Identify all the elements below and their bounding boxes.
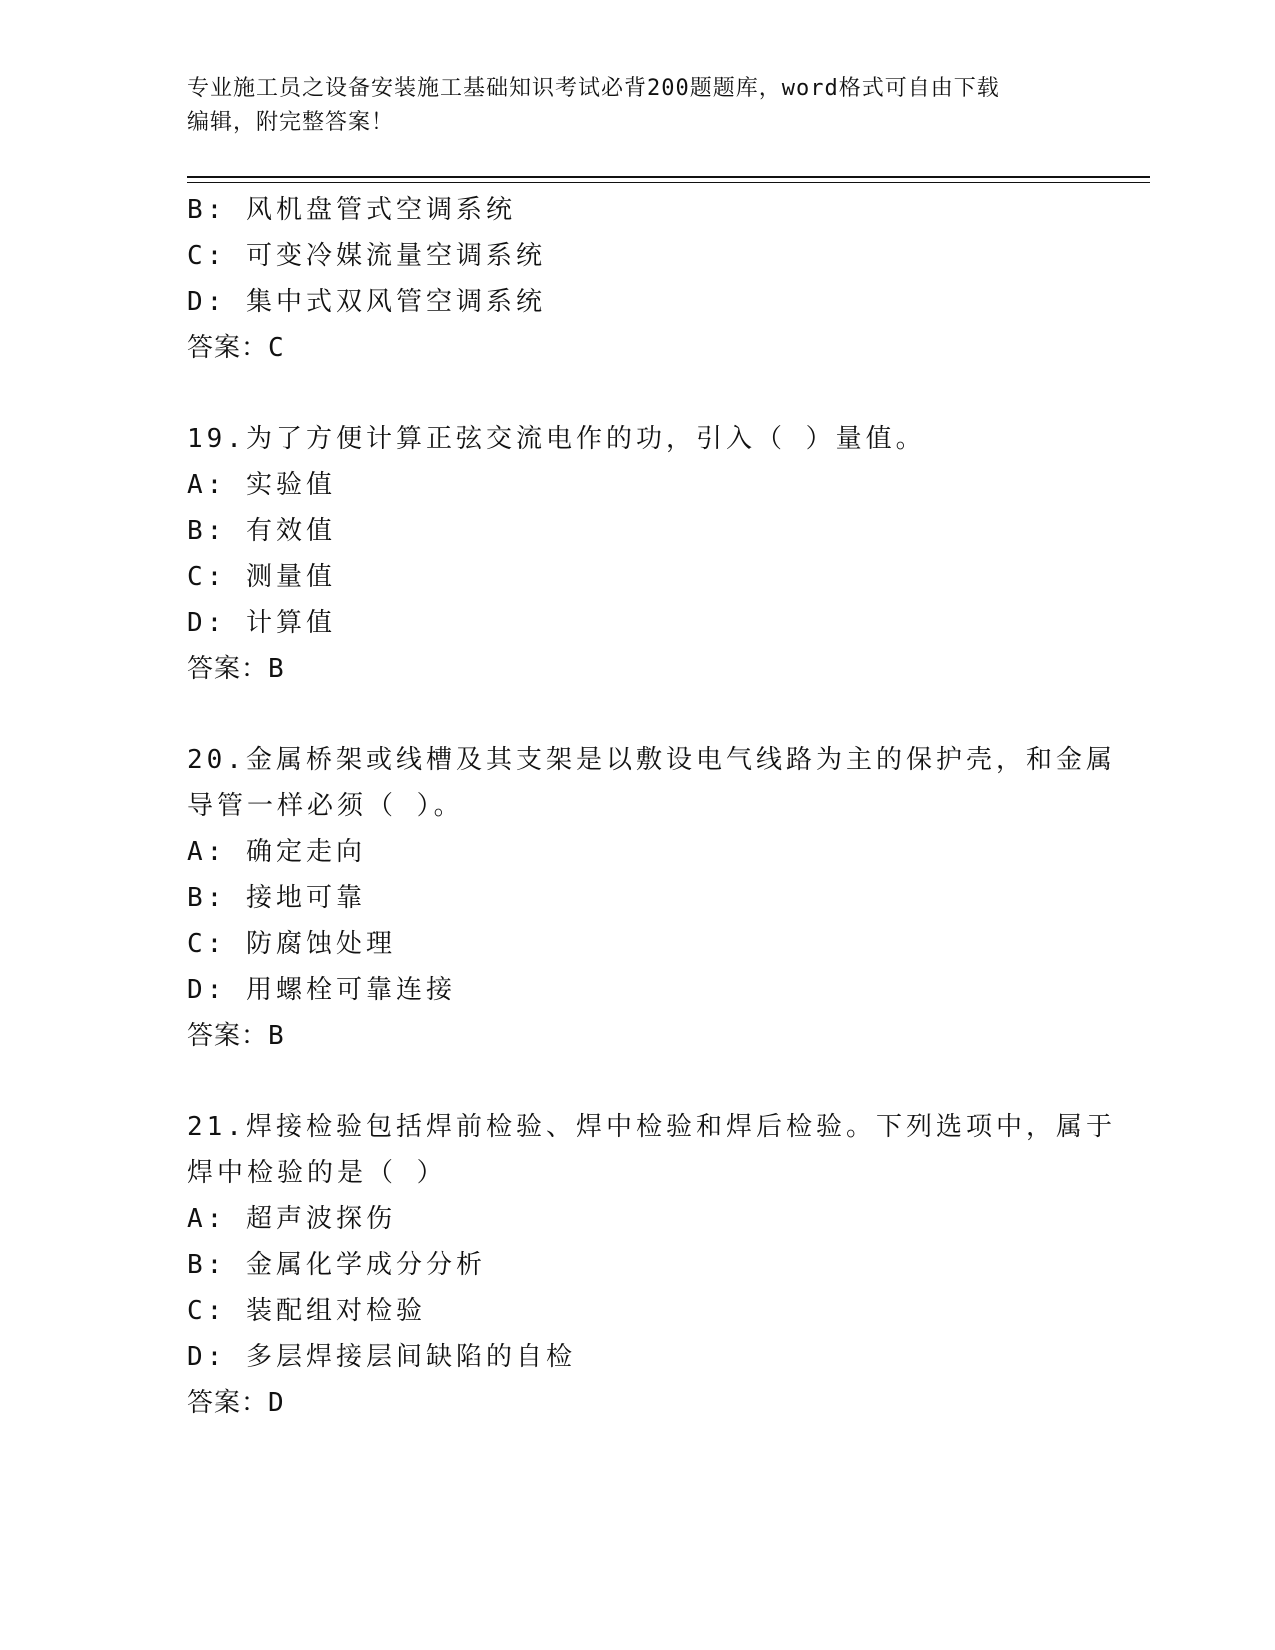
- answer-label: 答案：: [187, 1388, 269, 1418]
- option-c: C: 防腐蚀处理: [187, 929, 396, 959]
- option-d: D: 用螺栓可靠连接: [187, 975, 456, 1005]
- answer-value: C: [268, 333, 284, 363]
- answer-label: 答案：: [187, 333, 269, 363]
- answer-value: B: [268, 654, 284, 684]
- question-stem-line-1: 20.金属桥架或线槽及其支架是以敷设电气线路为主的保护壳，和金属: [187, 745, 1116, 775]
- question-18-continuation: [187, 187, 1087, 371]
- answer-line: [187, 1013, 1087, 1059]
- answer-value: D: [268, 1388, 284, 1418]
- option-b: B: 金属化学成分分析: [187, 1250, 486, 1280]
- answer-line: [187, 1380, 1087, 1426]
- option-a: A: 超声波探伤: [187, 1204, 396, 1234]
- header-title-line-1: 专业施工员之设备安装施工基础知识考试必背200题题库，word格式可自由下载: [187, 76, 1000, 101]
- question-21: [187, 1104, 1116, 1426]
- question-stem-line-2: 导管一样必须（ ）。: [187, 791, 464, 821]
- answer-line: [187, 325, 1087, 371]
- option-c: C: 装配组对检验: [187, 1296, 426, 1326]
- option-a: A: 确定走向: [187, 837, 366, 867]
- option-d: D: 多层焊接层间缺陷的自检: [187, 1342, 576, 1372]
- answer-label: 答案：: [187, 1021, 269, 1051]
- option-b: B: 接地可靠: [187, 883, 366, 913]
- option-d: D: 计算值: [187, 608, 336, 638]
- question-stem: 19.为了方便计算正弦交流电作的功，引入（ ）量值。: [187, 424, 926, 454]
- question-19: [187, 416, 1087, 692]
- option-b: B: 风机盘管式空调系统: [187, 195, 516, 225]
- answer-line: [187, 646, 1087, 692]
- document-header: [187, 72, 1087, 140]
- option-c: C: 测量值: [187, 562, 336, 592]
- option-b: B: 有效值: [187, 516, 336, 546]
- header-divider-thick: [187, 176, 1150, 178]
- question-stem-line-2: 焊中检验的是（ ）: [187, 1158, 447, 1188]
- answer-value: B: [268, 1021, 284, 1051]
- question-stem-line-1: 21.焊接检验包括焊前检验、焊中检验和焊后检验。下列选项中，属于: [187, 1112, 1116, 1142]
- answer-label: 答案：: [187, 654, 269, 684]
- option-a: A: 实验值: [187, 470, 336, 500]
- header-divider-thin: [187, 182, 1150, 183]
- option-c: C: 可变冷媒流量空调系统: [187, 241, 546, 271]
- header-title-line-2: 编辑，附完整答案！: [187, 110, 395, 135]
- question-20: [187, 737, 1116, 1059]
- option-d: D: 集中式双风管空调系统: [187, 287, 546, 317]
- question-list: [187, 187, 1116, 1426]
